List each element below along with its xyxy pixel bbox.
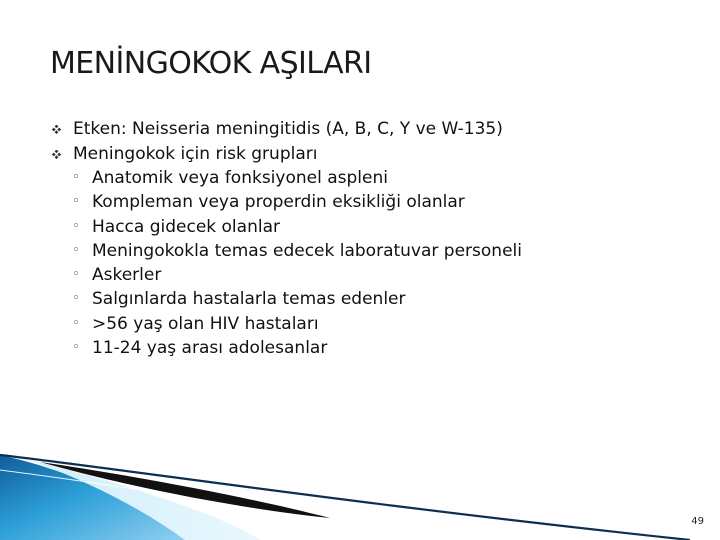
sub-list-item (52, 336, 692, 360)
sub-list-item-text: >56 yaş olan HIV hastaları (92, 313, 319, 334)
diamond-cluster-icon (52, 150, 61, 159)
hollow-circle-bullet-icon: ◦ (72, 315, 80, 331)
hollow-circle-bullet-icon: ◦ (72, 170, 80, 185)
sub-list-item-text: Kompleman veya properdin eksikliği olanlar (92, 192, 465, 213)
slide-title: MENİNGOKOK AŞILARI (50, 46, 372, 81)
sub-list-item-text: Askerler (92, 265, 162, 286)
swoosh-white-line (0, 470, 420, 540)
hollow-circle-bullet-icon: ◦ (72, 218, 80, 234)
sub-list-item-text: 11-24 yaş arası adolesanlar (92, 338, 328, 359)
hollow-circle-bullet-icon: ◦ (72, 291, 80, 307)
sub-list-item (52, 239, 692, 263)
swoosh-blue-shape (0, 455, 185, 540)
sub-list-item (52, 287, 692, 311)
swoosh-light-shape (30, 460, 260, 540)
page-number: 49 (691, 516, 704, 527)
hollow-circle-bullet-icon: ◦ (72, 242, 80, 258)
bullet-list (52, 117, 692, 360)
sub-list-item-text: Salgınlarda hastalarla temas edenler (92, 289, 406, 310)
hollow-circle-bullet-icon: ◦ (72, 340, 80, 356)
list-item-text: Etken: Neisseria meningitidis (A, B, C, Y ve W-135) (73, 119, 503, 139)
list-item-text: Meningokok için risk grupları (73, 143, 318, 164)
sub-list-item (52, 166, 692, 190)
sub-list-item (52, 263, 692, 287)
sub-list-item-text: Meningokokla temas edecek laboratuvar personeli (92, 240, 522, 261)
hollow-circle-bullet-icon: ◦ (72, 194, 80, 210)
swoosh-dark-wedge (40, 462, 330, 518)
sub-list-item (52, 312, 692, 336)
sub-list-item (52, 190, 692, 214)
hollow-circle-bullet-icon: ◦ (72, 267, 80, 283)
sub-list-item (52, 215, 692, 239)
list-item (52, 117, 692, 142)
list-item (52, 142, 692, 167)
sub-list-item-text: Hacca gidecek olanlar (92, 216, 280, 237)
sub-list-item-text: Anatomik veya fonksiyonel aspleni (92, 168, 388, 188)
swoosh-dark-line (0, 455, 690, 540)
diamond-cluster-icon (52, 125, 61, 134)
